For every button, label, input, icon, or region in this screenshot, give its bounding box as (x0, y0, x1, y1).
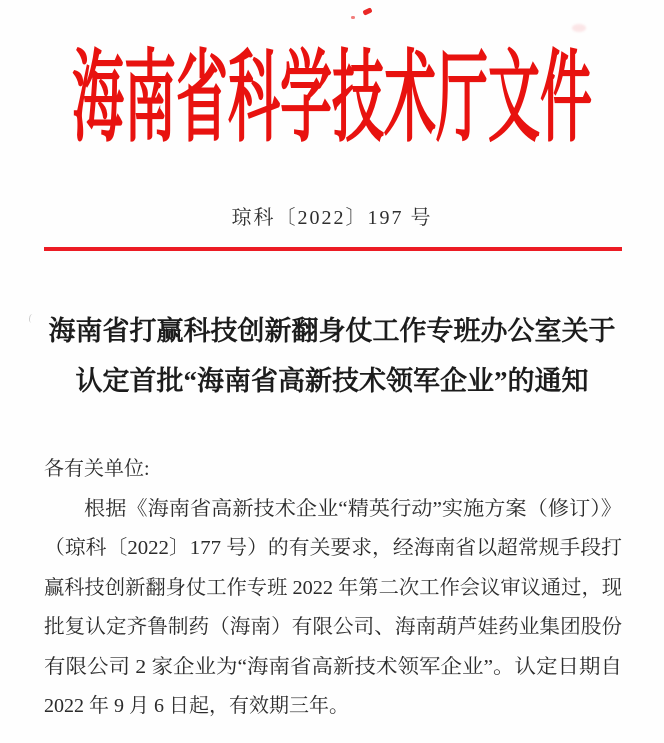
document-title (20, 306, 644, 406)
body-line-text: 有限公司 2 家企业为“海南省高新技术领军企业”。认定日期自 (44, 655, 622, 678)
body-line (44, 490, 622, 530)
body-line-text: 批复认定齐鲁制药（海南）有限公司、海南葫芦娃药业集团股份 (44, 616, 622, 638)
red-divider-line (44, 247, 622, 251)
body-line (44, 648, 622, 688)
body-line-text: 赢科技创新翻身仗工作专班 2022 年第二次工作会议审议通过，现 (44, 576, 622, 599)
document-number: 琼科〔2022〕197 号 (231, 207, 433, 229)
scan-artifact (362, 7, 372, 15)
document-title-line-1: 海南省打赢科技创新翻身仗工作专班办公室关于 (48, 316, 616, 346)
scan-artifact (572, 24, 586, 32)
red-header-banner (0, 43, 664, 154)
scan-artifact (351, 16, 355, 19)
document-body (44, 450, 622, 727)
agency-title: 海南省科学技术厅文件 (72, 43, 592, 154)
body-line-text: 根据《海南省高新技术企业“精英行动”实施方案（修订）》 (84, 497, 622, 520)
body-line-text: （琼科〔2022〕177 号）的有关要求，经海南省以超常规手段打 (44, 537, 622, 559)
body-line (44, 687, 622, 727)
document-title-line-2: 认定首批“海南省高新技术领军企业”的通知 (75, 366, 589, 396)
body-line (44, 569, 622, 609)
salutation: 各有关单位: (44, 458, 150, 480)
body-line-text: 2022 年 9 月 6 日起，有效期三年。 (44, 695, 349, 717)
body-line (44, 608, 622, 648)
body-line (44, 529, 622, 569)
